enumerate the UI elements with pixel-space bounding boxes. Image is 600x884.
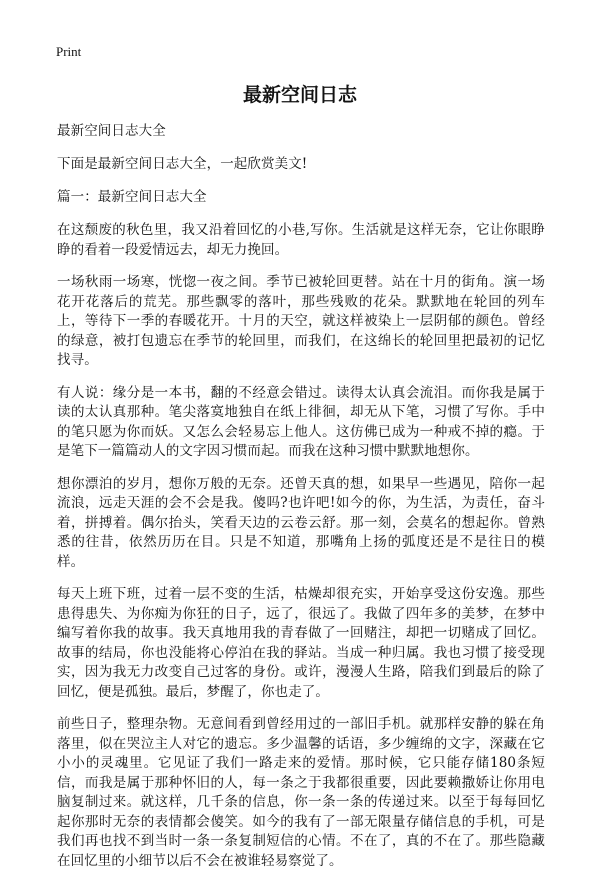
- document-title: 最新空间日志: [242, 84, 357, 106]
- paragraph: 一场秋雨一场寒，恍惚一夜之间。季节已被轮回更替。站在十月的街角。演一场花开花落后的荒芜。那些飘零的落叶，那些残败的花朵。默默地在轮回的列车上，等待下一季的春暖花开。十月的天空，就这样被染上一层阴郁的颜色。曾经的绿意，被打包遗忘在季节的轮回里，而我们，在这绵长的轮回里把最初的记忆找寻。: [57, 274, 545, 368]
- paragraph: 有人说：缘分是一本书，翻的不经意会错过。读得太认真会流泪。而你我是属于读的太认真那种。笔尖落寞地独自在纸上徘徊，却无从下笔，习惯了写你。手中的笔只愿为你而妖。又怎么会轻易忘上他人。这仿佛已成为一种戒不掉的瘾。于是笔下一篇篇动人的文字因习惯而起。而我在这种习惯中默默地想你。: [57, 384, 545, 459]
- paragraph: 在这颓废的秋色里，我又沿着回忆的小巷,写你。生活就是这样无奈，它让你眼睁睁的看着一段爱情远去，却无力挽回。: [57, 222, 545, 258]
- paragraph: 前些日子，整理杂物。无意间看到曾经用过的一部旧手机。就那样安静的躲在角落里，似在哭泣主人对它的遗忘。多少温馨的话语，多少缠绵的文字，深藏在它小小的灵魂里。它见证了我们一路走来的爱情。那时候，它只能存储180条短信，而我是属于那种怀旧的人，每一条之于我都很重要，因此要赖撒娇让你用电脑复制过来。就这样，几千条的信息，你一条一条的传递过来。以至于每每回忆起你那时无奈的表情都会傻笑。如今的我有了一部无限量存储信息的手机，可是我们再也找不到当时一条一条复制短信的心情。不在了，真的不在了。那些隐藏在回忆里的小细节以后不会在被谁轻易察觉了。: [57, 716, 545, 869]
- paragraph: 想你漂泊的岁月，想你万般的无奈。还曾天真的想，如果早一些遇见，陪你一起流浪，远走天涯的会不会是我。傻吗?也许吧!如今的你，为生活，为责任，奋斗着，拼搏着。偶尔抬头，笑看天边的云卷云舒。那一刻，会莫名的想起你。曾熟悉的往昔，依然历历在目。只是不知道，那嘴角上扬的弧度还是不是往日的模样。: [57, 475, 545, 570]
- document-intro: 下面是最新空间日志大全，一起欣赏美文!: [57, 156, 308, 172]
- document-body: [57, 122, 545, 884]
- section-heading: 篇一：最新空间日志大全: [57, 189, 207, 205]
- document-subtitle: 最新空间日志大全: [57, 123, 166, 139]
- print-link[interactable]: Print: [56, 44, 82, 59]
- paragraph: 每天上班下班，过着一层不变的生活，枯燥却很充实，开始享受这份安逸。那些患得患失、为你痴为你狂的日子，远了，很远了。我做了四年多的美梦，在梦中编写着你我的故事。我天真地用我的青春做了一回赌注，却把一切赌成了回忆。故事的结局，你也没能将心停泊在我的驿站。当成一种归属。我也习惯了接受现实，因为我无力改变自己过客的身份。或许，漫漫人生路，陪我们到最后的除了回忆，便是孤独。最后，梦醒了，你也走了。: [57, 586, 545, 700]
